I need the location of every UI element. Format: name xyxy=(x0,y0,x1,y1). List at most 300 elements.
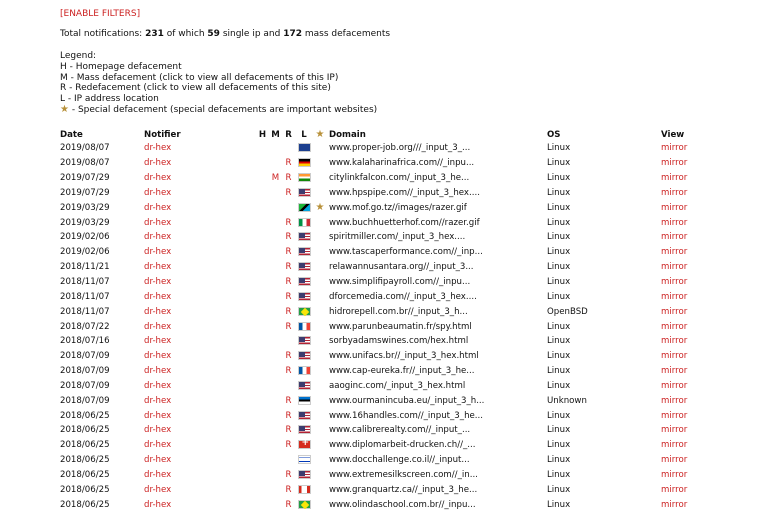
row-view[interactable] xyxy=(659,215,723,230)
mirror-link[interactable]: mirror xyxy=(661,366,688,377)
table-row xyxy=(58,393,723,408)
mirror-link[interactable]: mirror xyxy=(661,351,688,362)
row-notifier[interactable]: dr-hex xyxy=(144,202,172,213)
row-domain: hidrorepell.com.br//_input_3_h... xyxy=(329,306,468,317)
row-h[interactable] xyxy=(256,171,269,186)
row-special: ★ xyxy=(315,202,325,214)
col-m[interactable]: M xyxy=(271,129,280,140)
row-h[interactable] xyxy=(256,349,269,364)
row-special xyxy=(313,334,327,349)
table-row xyxy=(58,171,723,186)
row-date: 2019/02/06 xyxy=(60,247,110,258)
table-row xyxy=(58,334,723,349)
row-r[interactable]: R xyxy=(285,321,292,332)
col-os[interactable]: OS xyxy=(547,129,561,140)
row-h[interactable] xyxy=(256,304,269,319)
row-os: Linux xyxy=(547,143,571,154)
row-date: 2018/06/25 xyxy=(60,499,110,510)
row-domain: www.proper-job.org///_input_3_... xyxy=(329,143,471,154)
row-h[interactable] xyxy=(256,423,269,438)
row-view[interactable] xyxy=(659,141,723,156)
flag-us-icon xyxy=(298,247,311,256)
row-m[interactable] xyxy=(269,423,282,438)
mirror-link[interactable]: mirror xyxy=(661,499,688,510)
row-h[interactable] xyxy=(256,468,269,483)
summary-mid1: of which xyxy=(166,29,205,39)
row-m[interactable] xyxy=(269,468,282,483)
row-notifier[interactable]: dr-hex xyxy=(144,499,172,510)
mirror-link[interactable]: mirror xyxy=(661,202,688,213)
row-notifier[interactable]: dr-hex xyxy=(144,291,172,302)
row-h[interactable] xyxy=(256,453,269,468)
mirror-link[interactable]: mirror xyxy=(661,425,688,436)
mirror-link[interactable]: mirror xyxy=(661,262,688,273)
row-h[interactable] xyxy=(256,230,269,245)
row-date: 2019/03/29 xyxy=(60,217,110,228)
row-r[interactable]: R xyxy=(285,187,292,198)
row-notifier[interactable]: dr-hex xyxy=(144,469,172,480)
row-h[interactable] xyxy=(256,141,269,156)
row-flag xyxy=(295,379,313,394)
row-date: 2018/07/09 xyxy=(60,366,110,377)
row-r[interactable]: R xyxy=(285,306,292,317)
row-r[interactable] xyxy=(282,379,295,394)
row-date: 2018/07/09 xyxy=(60,395,110,406)
row-h[interactable] xyxy=(256,275,269,290)
row-m[interactable] xyxy=(269,379,282,394)
col-domain[interactable]: Domain xyxy=(329,129,366,140)
row-m[interactable] xyxy=(269,260,282,275)
row-r[interactable] xyxy=(282,141,295,156)
row-flag xyxy=(295,141,313,156)
flag-us-icon xyxy=(298,470,311,479)
row-domain: aaoginc.com/_input_3_hex.html xyxy=(329,380,466,391)
mirror-link[interactable]: mirror xyxy=(661,395,688,406)
row-date: 2018/07/09 xyxy=(60,351,110,362)
table-row xyxy=(58,275,723,290)
row-date: 2018/06/25 xyxy=(60,425,110,436)
row-view[interactable] xyxy=(659,393,723,408)
row-os: Linux xyxy=(547,499,571,510)
row-domain: citylinkfalcon.com/_input_3_he... xyxy=(329,173,470,184)
row-notifier[interactable]: dr-hex xyxy=(144,143,172,154)
mirror-link[interactable]: mirror xyxy=(661,173,688,184)
table-row xyxy=(58,379,723,394)
row-date: 2018/06/25 xyxy=(60,484,110,495)
row-special xyxy=(313,156,327,171)
row-view[interactable] xyxy=(659,260,723,275)
row-h[interactable] xyxy=(256,379,269,394)
flag-tz-icon xyxy=(298,203,311,212)
row-notifier[interactable]: dr-hex xyxy=(144,187,172,198)
row-m[interactable] xyxy=(269,319,282,334)
mirror-link[interactable]: mirror xyxy=(661,469,688,480)
row-notifier[interactable]: dr-hex xyxy=(144,158,172,169)
table-row xyxy=(58,423,723,438)
flag-us-icon xyxy=(298,292,311,301)
row-flag xyxy=(295,497,313,512)
row-special xyxy=(313,438,327,453)
row-r[interactable]: R xyxy=(285,173,292,184)
row-os: Linux xyxy=(547,277,571,288)
row-os: Linux xyxy=(547,187,571,198)
legend xyxy=(60,51,377,116)
row-notifier[interactable]: dr-hex xyxy=(144,262,172,273)
row-r[interactable] xyxy=(282,453,295,468)
table-row xyxy=(58,200,723,215)
row-os: Linux xyxy=(547,425,571,436)
row-os: Linux xyxy=(547,173,571,184)
row-r[interactable]: R xyxy=(285,366,292,377)
row-flag xyxy=(295,408,313,423)
row-m[interactable] xyxy=(269,289,282,304)
col-special[interactable] xyxy=(313,128,327,141)
row-m[interactable] xyxy=(269,393,282,408)
row-notifier[interactable]: dr-hex xyxy=(144,455,172,466)
row-h[interactable] xyxy=(256,393,269,408)
row-h[interactable] xyxy=(256,482,269,497)
row-notifier[interactable]: dr-hex xyxy=(144,380,172,391)
row-notifier[interactable]: dr-hex xyxy=(144,395,172,406)
flag-us-icon xyxy=(298,381,311,390)
row-h[interactable] xyxy=(256,260,269,275)
row-m[interactable] xyxy=(269,497,282,512)
row-m[interactable] xyxy=(269,408,282,423)
row-r[interactable]: R xyxy=(285,410,292,421)
table-row xyxy=(58,453,723,468)
row-os: Linux xyxy=(547,484,571,495)
row-os: Linux xyxy=(547,158,571,169)
flag-us-icon xyxy=(298,336,311,345)
row-notifier[interactable]: dr-hex xyxy=(144,351,172,362)
mirror-link[interactable]: mirror xyxy=(661,158,688,169)
row-m[interactable] xyxy=(269,245,282,260)
row-date: 2018/11/07 xyxy=(60,306,110,317)
col-r[interactable]: R xyxy=(285,129,292,140)
row-notifier[interactable]: dr-hex xyxy=(144,321,172,332)
single-ip-count: 59 xyxy=(207,29,220,39)
col-date[interactable]: Date xyxy=(60,129,83,140)
row-domain: www.docchallenge.co.il//_input... xyxy=(329,455,470,466)
flag-ch-icon xyxy=(298,440,311,449)
row-os: Linux xyxy=(547,410,571,421)
row-date: 2018/06/25 xyxy=(60,410,110,421)
row-r[interactable]: R xyxy=(285,247,292,258)
row-view[interactable] xyxy=(659,171,723,186)
row-view[interactable] xyxy=(659,319,723,334)
star-icon: ★ xyxy=(60,103,69,115)
row-h[interactable] xyxy=(256,289,269,304)
row-os: Linux xyxy=(547,351,571,362)
row-domain: relawannusantara.org//_input_3... xyxy=(329,262,474,273)
row-flag xyxy=(295,453,313,468)
row-h[interactable] xyxy=(256,245,269,260)
table-row xyxy=(58,289,723,304)
row-domain: www.extremesilkscreen.com//_in... xyxy=(329,469,478,480)
row-r[interactable]: R xyxy=(285,158,292,169)
flag-us-icon xyxy=(298,425,311,434)
row-special xyxy=(313,275,327,290)
total-count: 231 xyxy=(145,29,164,39)
table-row xyxy=(58,468,723,483)
row-os: Linux xyxy=(547,380,571,391)
flag-il-icon xyxy=(298,455,311,464)
row-domain: www.tascaperformance.com//_inp... xyxy=(329,247,483,258)
row-h[interactable] xyxy=(256,364,269,379)
row-m[interactable] xyxy=(269,215,282,230)
col-view[interactable]: View xyxy=(661,129,685,140)
row-flag xyxy=(295,186,313,201)
row-m[interactable] xyxy=(269,156,282,171)
star-icon: ★ xyxy=(315,129,325,140)
row-view[interactable] xyxy=(659,497,723,512)
row-r[interactable]: R xyxy=(285,232,292,243)
row-date: 2018/11/07 xyxy=(60,277,110,288)
row-special xyxy=(313,230,327,245)
row-flag xyxy=(295,334,313,349)
row-special xyxy=(313,349,327,364)
mirror-link[interactable]: mirror xyxy=(661,277,688,288)
row-domain: www.olindaschool.com.br//_inpu... xyxy=(329,499,476,510)
row-m[interactable] xyxy=(269,230,282,245)
row-domain: sorbyadamswines.com/hex.html xyxy=(329,336,469,347)
row-flag xyxy=(295,275,313,290)
row-view[interactable] xyxy=(659,289,723,304)
row-view[interactable] xyxy=(659,230,723,245)
mirror-link[interactable]: mirror xyxy=(661,247,688,258)
row-special xyxy=(313,423,327,438)
table-row xyxy=(58,141,723,156)
row-domain: www.parunbeaumatin.fr/spy.html xyxy=(329,321,472,332)
row-flag xyxy=(295,171,313,186)
row-special xyxy=(313,482,327,497)
row-date: 2019/02/06 xyxy=(60,232,110,243)
row-notifier[interactable]: dr-hex xyxy=(144,366,172,377)
summary-mid2: single ip and xyxy=(222,29,281,39)
row-r[interactable]: R xyxy=(285,395,292,406)
row-m[interactable] xyxy=(269,482,282,497)
row-m[interactable] xyxy=(269,364,282,379)
row-flag xyxy=(295,319,313,334)
row-h[interactable] xyxy=(256,186,269,201)
col-l[interactable]: L xyxy=(301,129,307,140)
summary-prefix: Total notifications: xyxy=(60,29,143,39)
row-domain: www.ourmanincuba.eu/_input_3_h... xyxy=(329,395,485,406)
row-domain: www.calibrerealty.com//_input_... xyxy=(329,425,471,436)
flag-ee-icon xyxy=(298,396,311,405)
row-view[interactable] xyxy=(659,200,723,215)
row-r[interactable]: R xyxy=(285,217,292,228)
row-m[interactable] xyxy=(269,200,282,215)
row-domain: www.16handles.com//_input_3_he... xyxy=(329,410,483,421)
row-flag xyxy=(295,438,313,453)
flag-de-icon xyxy=(298,158,311,167)
row-m[interactable] xyxy=(269,349,282,364)
notification-summary xyxy=(60,29,390,39)
row-date: 2018/11/07 xyxy=(60,291,110,302)
row-view[interactable] xyxy=(659,349,723,364)
row-notifier[interactable]: dr-hex xyxy=(144,306,172,317)
row-r[interactable]: R xyxy=(285,291,292,302)
row-m[interactable] xyxy=(269,438,282,453)
row-domain: spiritmiller.com/_input_3_hex.... xyxy=(329,232,466,243)
row-view[interactable] xyxy=(659,275,723,290)
mirror-link[interactable]: mirror xyxy=(661,336,688,347)
row-view[interactable] xyxy=(659,334,723,349)
mirror-link[interactable]: mirror xyxy=(661,484,688,495)
row-m[interactable] xyxy=(269,275,282,290)
row-h[interactable] xyxy=(256,215,269,230)
mirror-link[interactable]: mirror xyxy=(661,306,688,317)
flag-it-icon xyxy=(298,218,311,227)
row-os: Linux xyxy=(547,321,571,332)
table-row xyxy=(58,438,723,453)
table-row xyxy=(58,349,723,364)
row-domain: www.kalaharinafrica.com//_inpu... xyxy=(329,158,475,169)
mirror-link[interactable]: mirror xyxy=(661,321,688,332)
mirror-link[interactable]: mirror xyxy=(661,291,688,302)
row-h[interactable] xyxy=(256,497,269,512)
row-domain: www.diplomarbeit-drucken.ch//_... xyxy=(329,440,476,451)
mirror-link[interactable]: mirror xyxy=(661,217,688,228)
row-domain: www.simplifipayroll.com//_inpu... xyxy=(329,277,471,288)
legend-title: Legend: xyxy=(60,51,97,61)
row-domain: www.mof.go.tz//images/razer.gif xyxy=(329,202,467,213)
row-date: 2018/06/25 xyxy=(60,455,110,466)
row-notifier[interactable]: dr-hex xyxy=(144,247,172,258)
row-r[interactable]: R xyxy=(285,484,292,495)
mirror-link[interactable]: mirror xyxy=(661,187,688,198)
row-notifier[interactable]: dr-hex xyxy=(144,173,172,184)
row-view[interactable] xyxy=(659,186,723,201)
row-m[interactable] xyxy=(269,141,282,156)
table-header xyxy=(58,128,723,141)
mirror-link[interactable]: mirror xyxy=(661,440,688,451)
table-row xyxy=(58,319,723,334)
row-h[interactable] xyxy=(256,438,269,453)
row-os: Linux xyxy=(547,291,571,302)
table-row xyxy=(58,186,723,201)
table-row xyxy=(58,156,723,171)
row-domain: www.buchhuetterhof.com//razer.gif xyxy=(329,217,480,228)
row-date: 2019/07/29 xyxy=(60,187,110,198)
row-h[interactable] xyxy=(256,156,269,171)
flag-fr-icon xyxy=(298,366,311,375)
enable-filters-link[interactable]: [ENABLE FILTERS] xyxy=(60,9,141,19)
mirror-link[interactable]: mirror xyxy=(661,455,688,466)
row-m[interactable]: M xyxy=(271,173,280,184)
row-special xyxy=(313,408,327,423)
row-flag xyxy=(295,245,313,260)
row-h[interactable] xyxy=(256,408,269,423)
flag-us-icon xyxy=(298,277,311,286)
row-m[interactable] xyxy=(269,334,282,349)
row-flag xyxy=(295,260,313,275)
col-h[interactable]: H xyxy=(258,129,267,140)
row-special xyxy=(313,319,327,334)
row-r[interactable]: R xyxy=(285,425,292,436)
row-r[interactable]: R xyxy=(285,351,292,362)
row-flag xyxy=(295,423,313,438)
flag-us-icon xyxy=(298,351,311,360)
flag-us-icon xyxy=(298,188,311,197)
row-notifier[interactable]: dr-hex xyxy=(144,232,172,243)
row-notifier[interactable]: dr-hex xyxy=(144,484,172,495)
row-view[interactable] xyxy=(659,453,723,468)
table-row xyxy=(58,215,723,230)
row-notifier[interactable]: dr-hex xyxy=(144,410,172,421)
row-view[interactable] xyxy=(659,423,723,438)
row-date: 2018/06/25 xyxy=(60,469,110,480)
row-os: Linux xyxy=(547,336,571,347)
row-view[interactable] xyxy=(659,156,723,171)
mirror-link[interactable]: mirror xyxy=(661,410,688,421)
col-notifier[interactable]: Notifier xyxy=(144,129,181,140)
row-r[interactable]: R xyxy=(285,277,292,288)
mirror-link[interactable]: mirror xyxy=(661,143,688,154)
row-view[interactable] xyxy=(659,438,723,453)
row-special xyxy=(313,393,327,408)
flag-fr-icon xyxy=(298,322,311,331)
legend-mass: M - Mass defacement (click to view all defacements of this IP) xyxy=(60,72,339,83)
mirror-link[interactable]: mirror xyxy=(661,380,688,391)
row-notifier[interactable]: dr-hex xyxy=(144,440,172,451)
row-domain: www.unifacs.br//_input_3_hex.html xyxy=(329,351,479,362)
legend-location: L - IP address location xyxy=(60,94,159,105)
row-r[interactable]: R xyxy=(285,440,292,451)
row-view[interactable] xyxy=(659,482,723,497)
row-view[interactable] xyxy=(659,304,723,319)
row-special xyxy=(313,304,327,319)
row-flag xyxy=(295,468,313,483)
table-row xyxy=(58,230,723,245)
row-flag xyxy=(295,200,313,215)
row-m[interactable] xyxy=(269,186,282,201)
row-r[interactable] xyxy=(282,334,295,349)
row-special xyxy=(313,379,327,394)
row-m[interactable] xyxy=(269,453,282,468)
row-notifier[interactable]: dr-hex xyxy=(144,336,172,347)
row-m[interactable] xyxy=(269,304,282,319)
row-h[interactable] xyxy=(256,334,269,349)
row-special xyxy=(313,260,327,275)
row-special xyxy=(313,453,327,468)
row-view[interactable] xyxy=(659,245,723,260)
row-h[interactable] xyxy=(256,319,269,334)
row-os: Linux xyxy=(547,247,571,258)
row-os: Unknown xyxy=(547,395,587,406)
row-r[interactable]: R xyxy=(285,469,292,480)
row-view[interactable] xyxy=(659,408,723,423)
table-row xyxy=(58,408,723,423)
flag-in-icon xyxy=(298,173,311,182)
row-h[interactable] xyxy=(256,200,269,215)
row-view[interactable] xyxy=(659,468,723,483)
row-r[interactable]: R xyxy=(285,262,292,273)
row-r[interactable] xyxy=(282,200,295,215)
row-view[interactable] xyxy=(659,364,723,379)
mirror-link[interactable]: mirror xyxy=(661,232,688,243)
row-date: 2018/11/21 xyxy=(60,262,110,273)
row-notifier[interactable]: dr-hex xyxy=(144,425,172,436)
row-notifier[interactable]: dr-hex xyxy=(144,217,172,228)
legend-redeface: R - Redefacement (click to view all defacements of this site) xyxy=(60,83,331,94)
row-r[interactable]: R xyxy=(285,499,292,510)
row-view[interactable] xyxy=(659,379,723,394)
row-notifier[interactable]: dr-hex xyxy=(144,277,172,288)
row-os: Linux xyxy=(547,217,571,228)
row-os: Linux xyxy=(547,366,571,377)
